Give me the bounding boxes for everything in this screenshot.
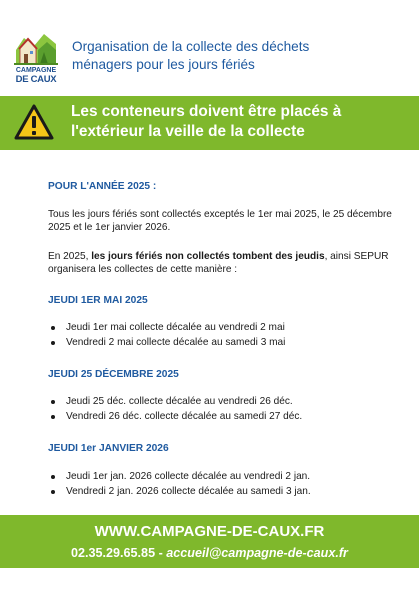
logo-village-icon	[14, 30, 58, 66]
section-heading-january: JEUDI 1er JANVIER 2026	[48, 443, 169, 455]
contact-separator: -	[155, 546, 167, 560]
note-paragraph	[48, 250, 393, 276]
email-link[interactable]: accueil@campagne-de-caux.fr	[166, 546, 348, 560]
logo-text-de-caux: DE CAUX	[15, 74, 57, 85]
campagne-de-caux-logo	[14, 30, 58, 86]
note-bold: les jours fériés non collectés tombent des jeudis	[91, 250, 325, 262]
logo-text-campagne: CAMPAGNE	[15, 67, 57, 74]
section-heading-may: JEUDI 1ER MAI 2025	[48, 295, 148, 307]
warning-banner	[0, 96, 419, 150]
list-item: Jeudi 1er mai collecte décalée au vendredi 2 mai	[48, 320, 393, 335]
section-list-may	[48, 320, 393, 350]
website-link[interactable]: WWW.CAMPAGNE-DE-CAUX.FR	[94, 523, 325, 540]
intro-paragraph: Tous les jours fériés sont collectés exceptés le 1er mai 2025, le 25 décembre 2025 et le 1er janvier 2026.	[48, 209, 392, 234]
list-item: Jeudi 1er jan. 2026 collecte décalée au vendredi 2 jan.	[48, 469, 393, 484]
list-item: Vendredi 2 jan. 2026 collecte décalée au samedi 3 jan.	[48, 484, 393, 499]
section-list-january	[48, 469, 393, 499]
banner-text: Les conteneurs doivent être placés à l'extérieur la veille de la collecte	[71, 103, 342, 140]
note-prefix: En 2025,	[48, 250, 92, 262]
list-item: Vendredi 2 mai collecte décalée au samedi 3 mai	[48, 335, 393, 350]
page-title: Organisation de la collecte des déchets ménagers pour les jours fériés	[72, 39, 310, 72]
main-content	[48, 180, 393, 499]
warning-icon	[14, 103, 54, 141]
section-list-december	[48, 394, 393, 424]
section-heading-december: JEUDI 25 DÉCEMBRE 2025	[48, 369, 179, 381]
contact-line	[0, 545, 419, 561]
list-item: Jeudi 25 déc. collecte décalée au vendredi 26 déc.	[48, 394, 393, 409]
phone-number[interactable]: 02.35.29.65.85	[71, 546, 156, 560]
year-heading: POUR L'ANNÉE 2025 :	[48, 181, 157, 192]
note-suffix: , ainsi SEPUR organisera les collectes de cette manière :	[48, 250, 389, 275]
footer	[0, 515, 419, 568]
header	[0, 0, 419, 96]
list-item: Vendredi 26 déc. collecte décalée au samedi 27 déc.	[48, 409, 393, 424]
